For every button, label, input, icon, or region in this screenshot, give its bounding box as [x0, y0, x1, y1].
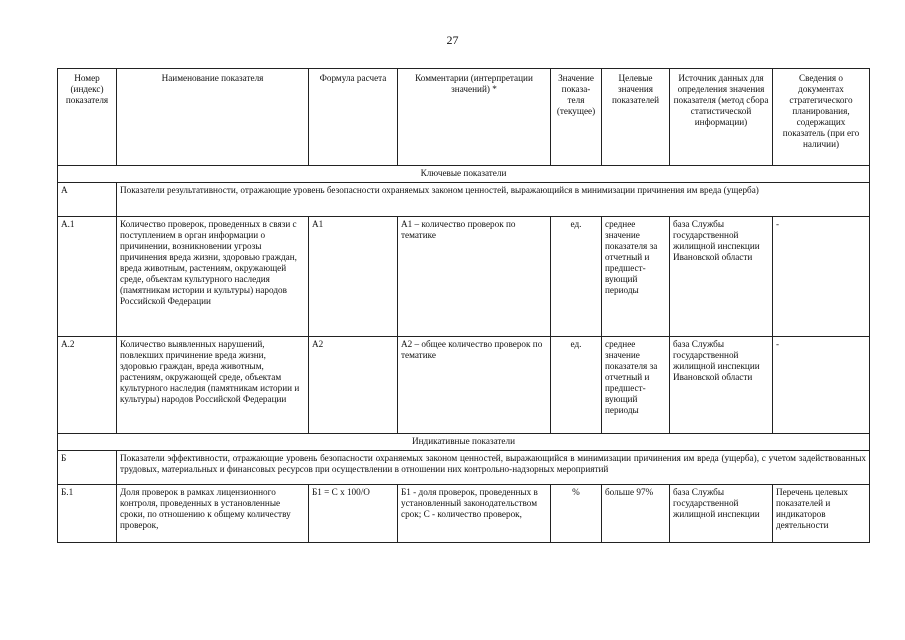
row-source: база Службы государственной жилищной инспекции: [670, 485, 773, 543]
group-text: Показатели результативности, отражающие уровень безопасности охраняемых законом ценностей, выражающийся в минимизации причинения им вреда (ущерба): [117, 183, 870, 217]
table-row: [58, 485, 870, 543]
header-docs: Сведения о документах стратегического планирования, содержащих показатель (при его наличии): [773, 69, 870, 166]
section-row-indicative: [58, 434, 870, 451]
header-comment: Комментарии (интерпретации значений) *: [398, 69, 551, 166]
row-docs: Перечень целевых показателей и индикаторов деятельности: [773, 485, 870, 543]
header-name: Наименование показателя: [117, 69, 309, 166]
header-target: Целевые значения показателей: [602, 69, 670, 166]
row-docs: -: [773, 217, 870, 337]
indicators-table: [57, 68, 870, 543]
header-source: Источник данных для определения значения показателя (метод сбора статистической информации): [670, 69, 773, 166]
table-row: [58, 337, 870, 434]
row-comment: А2 – общее количество проверок по тематике: [398, 337, 551, 434]
row-comment: А1 – количество проверок по тематике: [398, 217, 551, 337]
row-comment: Б1 - доля проверок, проведенных в установленный законодательством срок; С - количество проверок,: [398, 485, 551, 543]
header-index: Номер (индекс) показателя: [58, 69, 117, 166]
row-formula: А1: [309, 217, 398, 337]
header-value: Значение показа-теля (текущее): [551, 69, 602, 166]
group-row-b: [58, 451, 870, 485]
row-index: А.2: [58, 337, 117, 434]
section-title-indicative: Индикативные показатели: [58, 434, 870, 451]
row-docs: -: [773, 337, 870, 434]
row-value: ед.: [551, 337, 602, 434]
row-index: А.1: [58, 217, 117, 337]
header-formula: Формула расчета: [309, 69, 398, 166]
group-row-a: [58, 183, 870, 217]
section-row-key: [58, 166, 870, 183]
group-index: А: [58, 183, 117, 217]
row-source: база Службы государственной жилищной инспекции Ивановской области: [670, 337, 773, 434]
row-source: база Службы государственной жилищной инспекции Ивановской области: [670, 217, 773, 337]
row-name: Количество проверок, проведенных в связи с поступлением в орган информации о причинении, возникновении угрозы причинения вреда жизни, здоровью граждан, вреда животным, растениям, окружающей среде, объектам культурного наследия (памятникам истории и культуры) народов Российской Федерации: [117, 217, 309, 337]
page-number: 27: [446, 33, 459, 47]
row-target: больше 97%: [602, 485, 670, 543]
table-header-row: [58, 69, 870, 166]
row-index: Б.1: [58, 485, 117, 543]
row-name: Доля проверок в рамках лицензионного контроля, проведенных в установленные сроки, по отношению к общему количеству проверок,: [117, 485, 309, 543]
row-name: Количество выявленных нарушений, повлекших причинение вреда жизни, здоровью граждан, вреда животным, растениям, окружающей среде, объектам культурного наследия (памятникам истории и культуры) народов Российской Федерации: [117, 337, 309, 434]
row-value: ед.: [551, 217, 602, 337]
group-text: Показатели эффективности, отражающие уровень безопасности охраняемых законом ценностей, выражающийся в минимизации причинения им вреда (ущерба), с учетом задействованных трудовых, материальных и финансовых ресурсов при осуществлении в отношении них контрольно-надзорных мероприятий: [117, 451, 870, 485]
row-target: среднее значение показателя за отчетный и предшест-вующий периоды: [602, 337, 670, 434]
group-index: Б: [58, 451, 117, 485]
row-value: %: [551, 485, 602, 543]
row-formula: Б1 = С х 100/О: [309, 485, 398, 543]
row-target: среднее значение показателя за отчетный и предшест-вующий периоды: [602, 217, 670, 337]
table-row: [58, 217, 870, 337]
section-title-key: Ключевые показатели: [58, 166, 870, 183]
row-formula: А2: [309, 337, 398, 434]
